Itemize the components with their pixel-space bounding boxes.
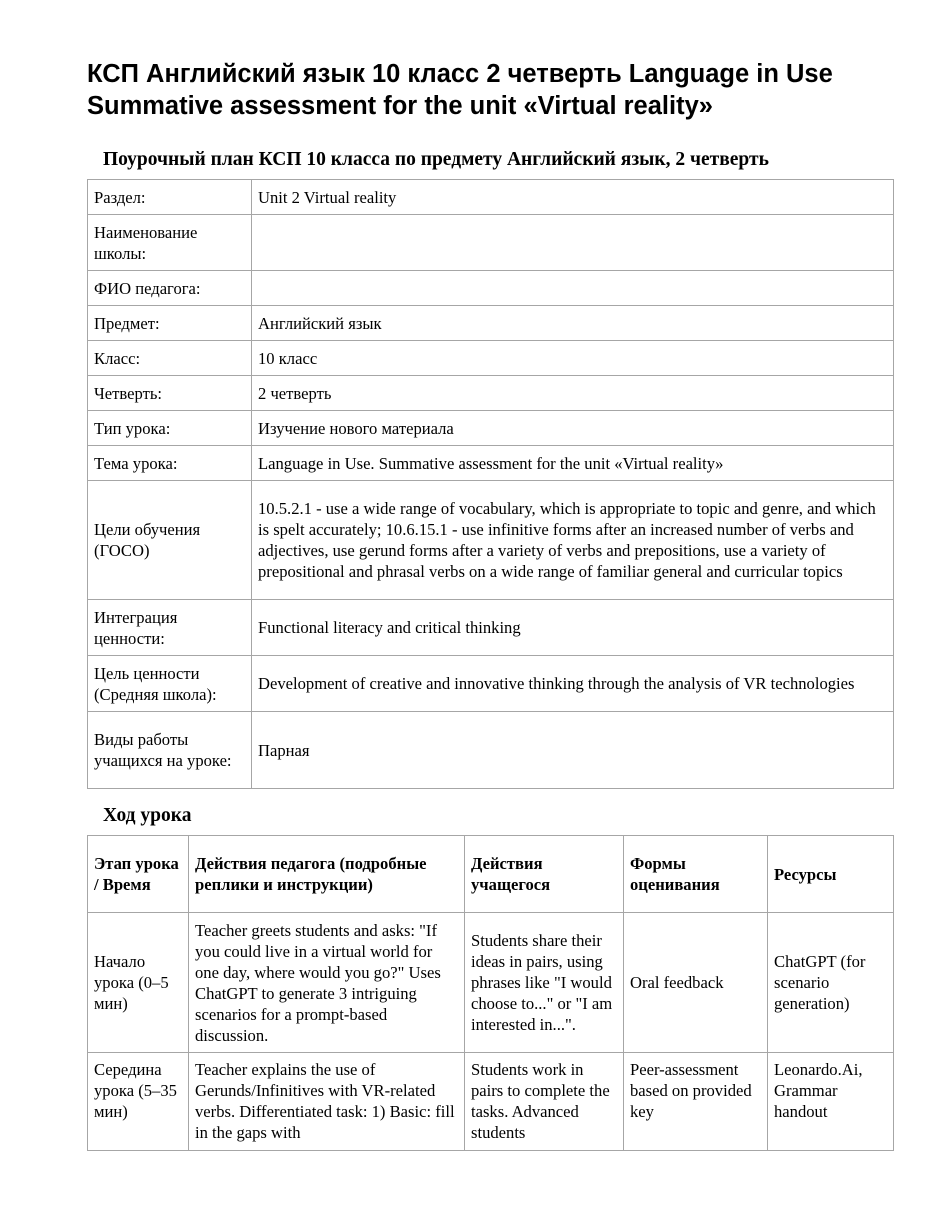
lesson-progress-table <box>87 835 894 1151</box>
table-row <box>88 913 894 1053</box>
assessment-cell: Oral feedback <box>624 913 768 1053</box>
stage-cell <box>88 1053 189 1151</box>
info-value <box>252 215 894 271</box>
info-value: Development of creative and innovative thinking through the analysis of VR technologies <box>252 656 894 712</box>
info-value: Functional literacy and critical thinking <box>252 600 894 656</box>
info-value: Английский язык <box>252 306 894 341</box>
stage-text: Середина урока (5–35 мин) <box>94 1060 177 1121</box>
assessment-text: Peer-assessment based on provided key <box>630 1060 752 1121</box>
info-label: Наименование школы: <box>88 215 252 271</box>
info-label: ФИО педагога: <box>88 271 252 306</box>
resources-cell <box>768 1053 894 1151</box>
info-label: Раздел: <box>88 180 252 215</box>
info-value: 2 четверть <box>252 376 894 411</box>
resources-text: Leonardo.Ai, Grammar handout <box>774 1060 863 1121</box>
assessment-cell <box>624 1053 768 1151</box>
info-label: Цель ценности (Средняя школа): <box>88 656 252 712</box>
student-actions-cell: Students share their ideas in pairs, using phrases like "I would choose to..." or "I am interested in...". <box>465 913 624 1053</box>
info-label: Класс: <box>88 341 252 376</box>
info-label: Интеграция ценности: <box>88 600 252 656</box>
student-actions-cell <box>465 1053 624 1151</box>
column-header-resources: Ресурсы <box>768 836 894 913</box>
column-header-teacher-actions: Действия педагога (подробные реплики и инструкции) <box>189 836 465 913</box>
info-label: Четверть: <box>88 376 252 411</box>
info-value: Парная <box>252 712 894 789</box>
info-row-value-goal <box>88 656 894 712</box>
lesson-info-table <box>87 179 894 789</box>
info-row-lesson-type <box>88 411 894 446</box>
document-title: КСП Английский язык 10 класс 2 четверть Language in Use Summative assessment for the unit «Virtual reality» <box>87 60 833 120</box>
info-value: Изучение нового материала <box>252 411 894 446</box>
lesson-table-header-row <box>88 836 894 913</box>
lesson-progress-heading: Ход урока <box>103 805 192 826</box>
student-actions-text: Students work in pairs to complete the tasks. Advanced students <box>471 1060 610 1142</box>
column-header-stage: Этап урока / Время <box>88 836 189 913</box>
teacher-actions-cell <box>189 1053 465 1151</box>
info-row-lesson-topic <box>88 446 894 481</box>
resources-cell: ChatGPT (for scenario generation) <box>768 913 894 1053</box>
teacher-actions-text: Teacher explains the use of Gerunds/Infinitives with VR-related verbs. Differentiated task: 1) Basic: fill in the gaps with <box>195 1060 455 1142</box>
info-label: Виды работы учащихся на уроке: <box>88 712 252 789</box>
lesson-plan-heading: Поурочный план КСП 10 класса по предмету Английский язык, 2 четверть <box>103 149 769 170</box>
info-value: Language in Use. Summative assessment for the unit «Virtual reality» <box>252 446 894 481</box>
info-row-value-integration <box>88 600 894 656</box>
column-header-assessment: Формы оценивания <box>624 836 768 913</box>
info-label: Тип урока: <box>88 411 252 446</box>
info-value: 10.5.2.1 - use a wide range of vocabulary, which is appropriate to topic and genre, and which is spelt accurately; 10.6.15.1 - use infinitive forms after an increased number of verbs and adjectives, use gerund forms after a variety of verbs and prepositions, use a variety of prepositional and phrasal verbs on a wide range of familiar general and curricular topics <box>252 481 894 600</box>
info-row-work-types <box>88 712 894 789</box>
info-row-grade <box>88 341 894 376</box>
info-label: Цели обучения (ГОСО) <box>88 481 252 600</box>
info-row-school <box>88 215 894 271</box>
table-row <box>88 1053 894 1151</box>
info-label: Тема урока: <box>88 446 252 481</box>
stage-cell: Начало урока (0–5 мин) <box>88 913 189 1053</box>
info-row-section <box>88 180 894 215</box>
info-row-learning-objectives <box>88 481 894 600</box>
info-value: 10 класс <box>252 341 894 376</box>
info-row-quarter <box>88 376 894 411</box>
column-header-student-actions: Действия учащегося <box>465 836 624 913</box>
info-value <box>252 271 894 306</box>
info-row-teacher <box>88 271 894 306</box>
info-value: Unit 2 Virtual reality <box>252 180 894 215</box>
info-label: Предмет: <box>88 306 252 341</box>
teacher-actions-cell: Teacher greets students and asks: "If you could live in a virtual world for one day, where would you go?" Uses ChatGPT to generate 3 intriguing scenarios for a prompt-based discussion. <box>189 913 465 1053</box>
info-row-subject <box>88 306 894 341</box>
